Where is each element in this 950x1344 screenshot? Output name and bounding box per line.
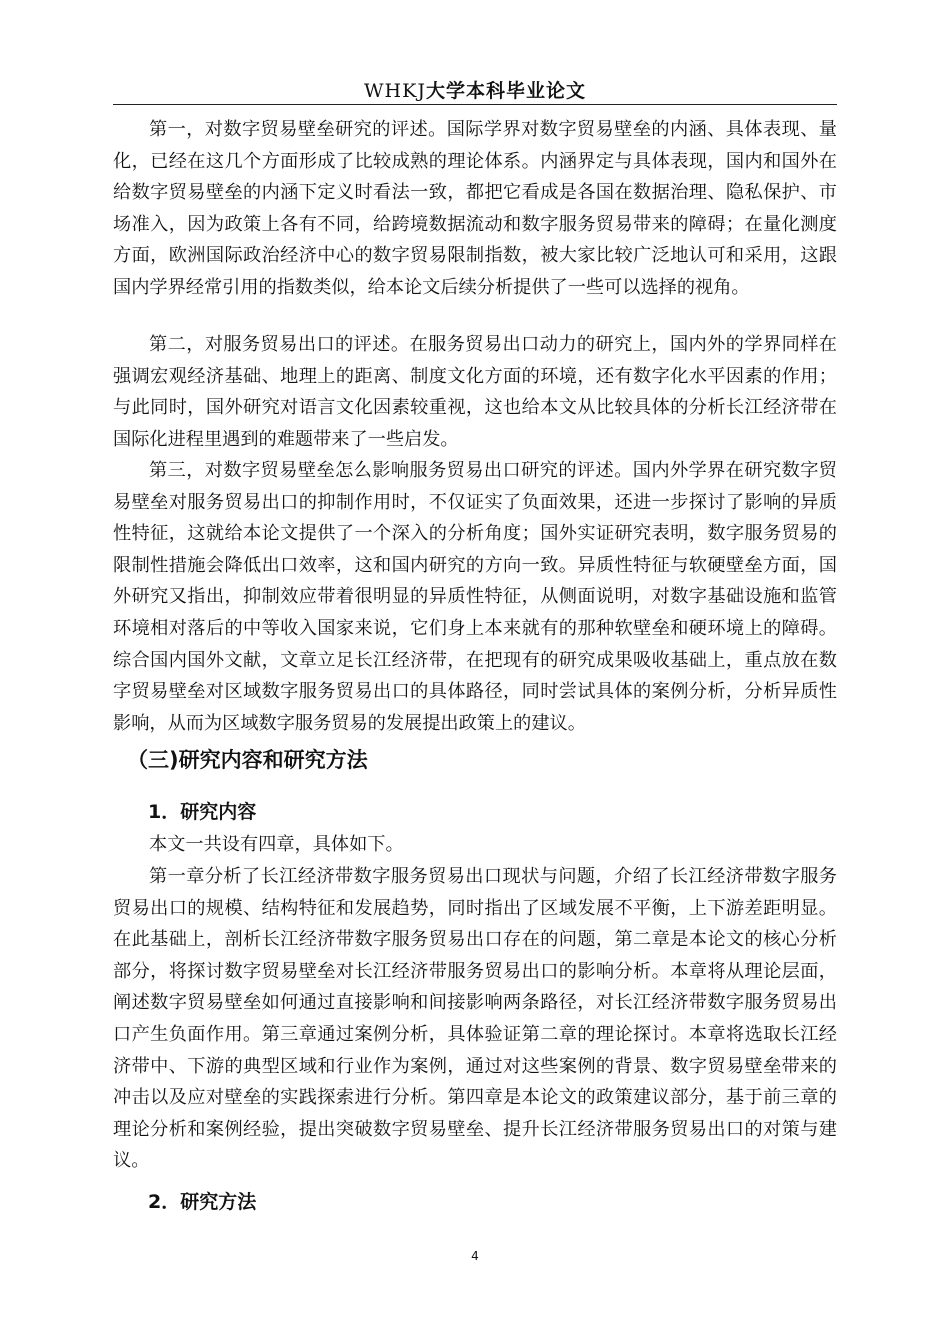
page-header bbox=[0, 76, 950, 103]
header-title: 大学本科毕业论文 bbox=[425, 80, 586, 102]
paragraph-chapter-overview: 本文一共设有四章，具体如下。 bbox=[149, 834, 404, 855]
paragraph-review-barriers: 第一，对数字贸易壁垒研究的评述。国际学界对数字贸易壁垒的内涵、具体表现、量化，已经在这几个方面形成了比较成熟的理论体系。内涵界定与具体表现，国内和国外在给数字贸易壁垒的内涵下定义时看法一致，都把它看成是各国在数据治理、隐私保护、市场准入，因为政策上各有不同，给跨境数据流动和数字服务贸易带来的障碍；在量化测度方面，欧洲国际政治经济中心的数字贸易限制指数，被大家比较广泛地认可和采用，这跟国内学界经常引用的指数类似，给本论文后续分析提供了一些可以选择的视角。 bbox=[113, 119, 837, 298]
header-rule bbox=[113, 104, 837, 105]
subheading-research-content: 1．研究内容 bbox=[148, 801, 257, 823]
paragraph-chapter-details: 第一章分析了长江经济带数字服务贸易出口现状与问题，介绍了长江经济带数字服务贸易出口的规模、结构特征和发展趋势，同时指出了区域发展不平衡，上下游差距明显。在此基础上，剖析长江经济带数字服务贸易出口存在的问题，第二章是本论文的核心分析部分，将探讨数字贸易壁垒对长江经济带服务贸易出口的影响分析。本章将从理论层面，阐述数字贸易壁垒如何通过直接影响和间接影响两条路径，对长江经济带数字服务贸易出口产生负面作用。第三章通过案例分析，具体验证第二章的理论探讨。本章将选取长江经济带中、下游的典型区域和行业作为案例，通过对这些案例的背景、数字贸易壁垒带来的冲击以及应对壁垒的实践探索进行分析。第四章是本论文的政策建议部分，基于前三章的理论分析和案例经验，提出突破数字贸易壁垒、提升长江经济带服务贸易出口的对策与建议。 bbox=[113, 866, 837, 1172]
page-number: 4 bbox=[471, 1249, 479, 1263]
section-heading-3: （三)研究内容和研究方法 bbox=[127, 748, 368, 772]
paragraph-review-impact: 第三，对数字贸易壁垒怎么影响服务贸易出口研究的评述。国内外学界在研究数字贸易壁垒对服务贸易出口的抑制作用时，不仅证实了负面效果，还进一步探讨了影响的异质性特征，这就给本论文提供了一个深入的分析角度；国外实证研究表明，数字服务贸易的限制性措施会降低出口效率，这和国内研究的方向一致。异质性特征与软硬壁垒方面，国外研究又指出，抑制效应带着很明显的异质性特征，从侧面说明，对数字基础设施和监管环境相对落后的中等收入国家来说，它们身上本来就有的那种软壁垒和硬环境上的障碍。综合国内国外文献，文章立足长江经济带，在把现有的研究成果吸收基础上，重点放在数字贸易壁垒对区域数字服务贸易出口的具体路径，同时尝试具体的案例分析，分析异质性影响，从而为区域数字服务贸易的发展提出政策上的建议。 bbox=[113, 460, 837, 734]
paragraph-review-exports: 第二，对服务贸易出口的评述。在服务贸易出口动力的研究上，国内外的学界同样在强调宏观经济基础、地理上的距离、制度文化方面的环境，还有数字化水平因素的作用；与此同时，国外研究对语言文化因素较重视，这也给本文从比较具体的分析长江经济带在国际化进程里遇到的难题带来了一些启发。 bbox=[113, 334, 837, 450]
header-prefix: WHKJ bbox=[364, 80, 426, 102]
subheading-research-methods: 2．研究方法 bbox=[148, 1191, 257, 1213]
